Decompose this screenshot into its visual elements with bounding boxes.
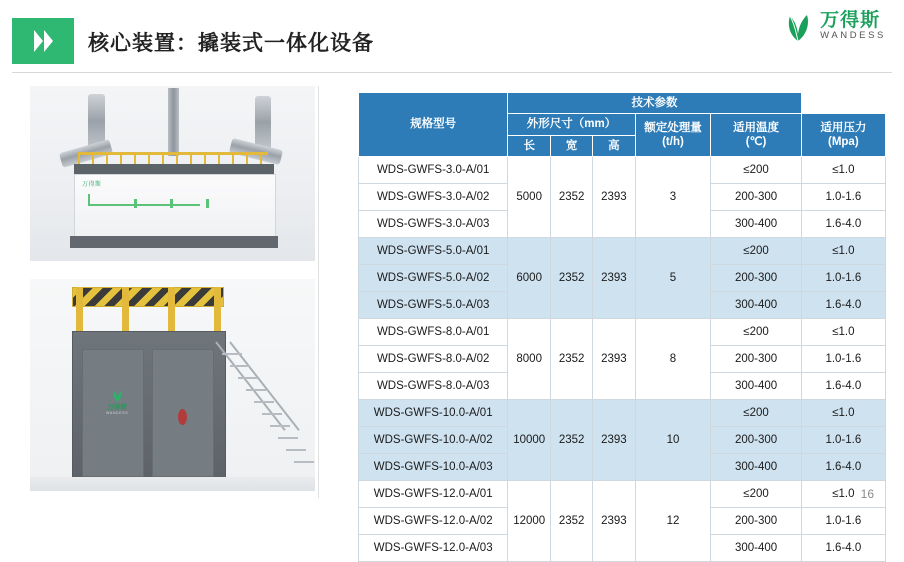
cell-pressure: 1.0-1.6: [801, 265, 885, 292]
cell-length: 12000: [508, 481, 551, 562]
th-capacity: [635, 114, 711, 157]
stair-step: [238, 377, 258, 379]
skid-base-frame: [70, 236, 278, 248]
ground-plane: [30, 477, 315, 491]
skid-brand-label: 万得斯: [82, 182, 102, 188]
unit-brand-name-cn: 万得斯: [107, 404, 127, 411]
access-stairs: [216, 341, 312, 487]
brand-name-cn: 万得斯: [820, 10, 881, 32]
cell-capacity: 12: [635, 481, 711, 562]
skid-indicator-2: [170, 199, 173, 208]
spec-table: [358, 92, 886, 562]
cell-temperature: 300-400: [711, 292, 801, 319]
cell-pressure: ≤1.0: [801, 157, 885, 184]
th-pressure: [801, 114, 885, 157]
cell-pressure: ≤1.0: [801, 400, 885, 427]
table-header-row-1: [359, 93, 886, 114]
cell-temperature: ≤200: [711, 238, 801, 265]
unit-brand-logo: [106, 389, 128, 415]
stair-step: [286, 449, 306, 451]
th-pressure-line1: 适用压力: [820, 121, 867, 134]
header-divider: [12, 72, 892, 73]
cell-temperature: 200-300: [711, 427, 801, 454]
cell-pressure: 1.6-4.0: [801, 535, 885, 562]
th-tech-params: 技术参数: [508, 93, 801, 114]
th-temperature-line2: (℃): [745, 136, 767, 149]
cell-capacity: 10: [635, 400, 711, 481]
cell-temperature: ≤200: [711, 481, 801, 508]
cell-model: WDS-GWFS-8.0-A/02: [359, 346, 508, 373]
stair-step: [246, 389, 266, 391]
stair-step: [230, 365, 250, 367]
th-temperature: [711, 114, 801, 157]
cell-pressure: ≤1.0: [801, 319, 885, 346]
cell-pressure: 1.0-1.6: [801, 427, 885, 454]
header-badge: [12, 18, 74, 64]
cell-pressure: ≤1.0: [801, 481, 885, 508]
product-image-unit-bottom: [30, 279, 315, 491]
unit-brand-name-en: WANDESS: [106, 411, 129, 415]
cell-model: WDS-GWFS-5.0-A/01: [359, 238, 508, 265]
cell-model: WDS-GWFS-5.0-A/02: [359, 265, 508, 292]
brand-name-en: WANDESS: [820, 29, 886, 41]
leaf-icon-small: [111, 389, 124, 402]
cell-model: WDS-GWFS-8.0-A/01: [359, 319, 508, 346]
cell-model: WDS-GWFS-10.0-A/01: [359, 400, 508, 427]
cell-temperature: 300-400: [711, 373, 801, 400]
cell-length: 8000: [508, 319, 551, 400]
th-temperature-line1: 适用温度: [733, 121, 780, 134]
product-images: [30, 86, 315, 496]
cell-pressure: 1.6-4.0: [801, 454, 885, 481]
stair-step: [262, 413, 282, 415]
stair-step: [270, 425, 290, 427]
cell-model: WDS-GWFS-10.0-A/03: [359, 454, 508, 481]
cell-model: WDS-GWFS-12.0-A/01: [359, 481, 508, 508]
cell-capacity: 5: [635, 238, 711, 319]
cell-temperature: 300-400: [711, 535, 801, 562]
stair-step: [254, 401, 274, 403]
brand-logo-text: [820, 11, 886, 41]
th-dimensions: 外形尺寸（mm）: [508, 114, 635, 135]
cell-temperature: 200-300: [711, 508, 801, 535]
page-number: 16: [860, 487, 874, 501]
skid-indicator-3: [206, 199, 209, 208]
double-chevron-right-icon: [34, 30, 53, 52]
cell-temperature: ≤200: [711, 319, 801, 346]
spec-table-wrapper: [358, 92, 886, 562]
spec-table-body: [359, 157, 886, 562]
leaf-icon: [783, 10, 813, 42]
cell-length: 6000: [508, 238, 551, 319]
cell-pressure: 1.6-4.0: [801, 292, 885, 319]
cell-height: 2393: [593, 238, 635, 319]
cell-pressure: 1.6-4.0: [801, 373, 885, 400]
table-row: [359, 157, 886, 184]
brand-logo: [783, 10, 886, 42]
cell-width: 2352: [551, 238, 593, 319]
cell-model: WDS-GWFS-8.0-A/03: [359, 373, 508, 400]
table-row: [359, 238, 886, 265]
cell-pressure: ≤1.0: [801, 238, 885, 265]
page-title: 核心装置：撬装式一体化设备: [88, 32, 374, 55]
content-divider: [318, 86, 319, 498]
stair-step: [294, 461, 314, 463]
cell-temperature: ≤200: [711, 400, 801, 427]
cell-model: WDS-GWFS-12.0-A/02: [359, 508, 508, 535]
railing-post-2: [122, 287, 129, 335]
th-width: 宽: [551, 135, 593, 156]
cell-width: 2352: [551, 400, 593, 481]
cell-temperature: 300-400: [711, 211, 801, 238]
cell-model: WDS-GWFS-3.0-A/03: [359, 211, 508, 238]
cell-height: 2393: [593, 319, 635, 400]
cell-height: 2393: [593, 400, 635, 481]
th-height: 高: [593, 135, 635, 156]
cell-pressure: 1.0-1.6: [801, 508, 885, 535]
th-model: 规格型号: [359, 93, 508, 157]
cell-length: 10000: [508, 400, 551, 481]
railing-post-3: [168, 287, 175, 335]
warning-stripe-railing: [72, 287, 224, 307]
cell-length: 5000: [508, 157, 551, 238]
spec-table-head: [359, 93, 886, 157]
cell-temperature: 200-300: [711, 184, 801, 211]
stair-step: [222, 353, 242, 355]
cell-model: WDS-GWFS-3.0-A/01: [359, 157, 508, 184]
exhaust-stack: [168, 88, 179, 156]
cell-capacity: 3: [635, 157, 711, 238]
table-row: [359, 481, 886, 508]
cell-model: WDS-GWFS-10.0-A/02: [359, 427, 508, 454]
cell-width: 2352: [551, 481, 593, 562]
railing-post-4: [214, 287, 221, 335]
cell-model: WDS-GWFS-12.0-A/03: [359, 535, 508, 562]
railing-post-1: [76, 287, 83, 335]
th-capacity-line2: (t/h): [662, 136, 684, 149]
indicator-lamp: [178, 409, 187, 425]
stair-step: [278, 437, 298, 439]
cell-model: WDS-GWFS-3.0-A/02: [359, 184, 508, 211]
cell-temperature: 200-300: [711, 346, 801, 373]
skid-indicator-1: [134, 199, 137, 208]
cell-pressure: 1.0-1.6: [801, 346, 885, 373]
cell-model: WDS-GWFS-5.0-A/03: [359, 292, 508, 319]
th-length: 长: [508, 135, 551, 156]
cell-height: 2393: [593, 481, 635, 562]
product-image-skid-top: [30, 86, 315, 261]
cell-height: 2393: [593, 157, 635, 238]
cell-width: 2352: [551, 319, 593, 400]
cell-capacity: 8: [635, 319, 711, 400]
table-row: [359, 319, 886, 346]
th-pressure-line2: (Mpa): [828, 136, 859, 149]
cell-pressure: 1.6-4.0: [801, 211, 885, 238]
skid-accent-line: [90, 204, 200, 206]
cell-pressure: 1.0-1.6: [801, 184, 885, 211]
cell-temperature: ≤200: [711, 157, 801, 184]
cell-temperature: 300-400: [711, 454, 801, 481]
table-row: [359, 400, 886, 427]
skid-enclosure: [74, 174, 276, 238]
cell-width: 2352: [551, 157, 593, 238]
cell-temperature: 200-300: [711, 265, 801, 292]
th-capacity-line1: 额定处理量: [644, 121, 702, 134]
